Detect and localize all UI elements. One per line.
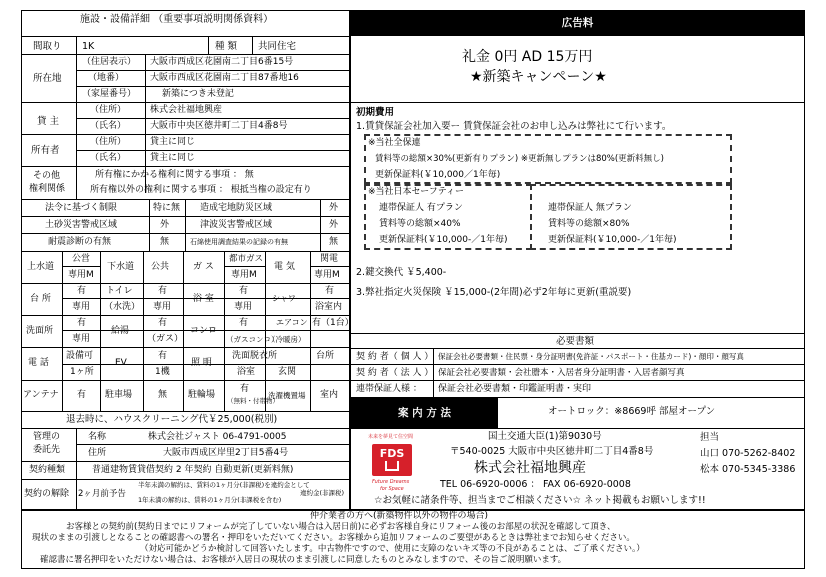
kanri-addr: 大阪市西成区岸里2丁目5番4号 <box>163 448 289 458</box>
ev-ari: 有 <box>158 351 168 361</box>
shower-label: シャワー <box>272 294 304 303</box>
parking-label: 駐車場 <box>105 390 133 400</box>
taishin-value: 無 <box>160 237 170 247</box>
hitsuyou-title: 必要書類 <box>556 336 595 347</box>
owner-name-label: （氏名） <box>90 153 127 163</box>
kashu-label: 貸 主 <box>37 116 60 127</box>
washer-label: 洗濯機置場 <box>268 391 306 400</box>
other-label-2: 権利関係 <box>29 184 66 194</box>
logo-sub-1: Future Dreams <box>372 479 410 485</box>
parking-value: 無 <box>158 390 168 400</box>
denwa-setsubi: 設備可 <box>66 351 94 361</box>
shoki-line-1: 1.賃貸保証会社加入要ー 賃貸保証会社のお申し込みは弊社にて行います。 <box>356 121 672 132</box>
rentai-value: 保証会社必要書類・印鑑証明書・実印 <box>438 384 592 394</box>
ishiwata-label: 石綿使用調査結果の記録の有無 <box>190 238 288 246</box>
kyutou-label: 給湯 <box>111 326 130 336</box>
dosha-value: 外 <box>160 220 170 230</box>
ad-fee-line-2: ★新築キャンペーン★ <box>470 69 607 85</box>
shubetsu-value: 共同住宅 <box>258 41 297 52</box>
konro-type: （ガスコンロ） <box>226 335 279 344</box>
nihon-a-renewal: 更新保証料(￥10,000-／1年毎) <box>379 235 508 245</box>
denki-senyou: 専用M <box>314 270 340 280</box>
denwa-label: 電 話 <box>28 358 49 368</box>
hourei-label: 法令に基づく制限 <box>45 203 118 213</box>
tantou-1: 山口 070-5262-8402 <box>700 448 796 459</box>
gas-type: 都市ガス <box>229 254 264 264</box>
toilet-ari: 有 <box>158 286 168 296</box>
contact-note: ☆お気軽に諸条件等、担当までご相談ください☆ ネット掲載もお願いします!! <box>374 495 706 506</box>
taishin-label: 耐震診断の有無 <box>48 237 112 247</box>
ev-count: 1機 <box>155 367 170 377</box>
kashu-name-label: （氏名） <box>90 121 127 131</box>
chiban-label: （地番） <box>88 73 125 83</box>
nihon-b-renewal: 更新保証料(￥10,000-／1年毎) <box>548 235 677 245</box>
bike-ari: 有 <box>240 384 250 394</box>
license-number: 国土交通大臣(1)第9030号 <box>488 431 602 442</box>
tantou-2: 松本 070-5345-3386 <box>700 464 796 475</box>
senmen-ari: 有 <box>77 318 87 328</box>
ev-label: EV <box>115 358 127 368</box>
toilet-label: トイレ <box>106 286 133 296</box>
josuido-label: 上水道 <box>27 262 55 272</box>
aircon-value: 有（1台） <box>312 318 354 328</box>
bath-label: 浴 室 <box>193 294 214 304</box>
houjin-label: 契 約 者（ 法 人 ） <box>356 368 434 378</box>
logo-sub-2: for Space <box>380 486 404 492</box>
jukyo-value: 大阪市西成区花園南二丁目6番15号 <box>150 57 294 67</box>
logo-tagline: 未来を夢見て住空間 <box>368 434 414 440</box>
company-name: 株式会社福地興産 <box>474 460 586 476</box>
footer-line-4: 確認書に署名押印をいただけない場合は、お客様が入居日の現状のまま引渡しに同意したものとみなしますので、その旨ご説明願います。 <box>40 555 567 565</box>
ishiwata-value: 無 <box>329 237 339 247</box>
footer-line-2: 現状のままの引渡しとなることの確認書への署名・押印をいただいてください。お客様から追加リフォームのご要望があるときは弊社までお知らせください。 <box>32 533 635 543</box>
hourei-value: 特に無 <box>153 203 181 213</box>
senmen-label: 洗面所 <box>26 326 54 336</box>
madori-label: 間取り <box>33 41 62 52</box>
shower-location: 浴室内 <box>315 302 343 312</box>
footer-line-3: （対応可能かどうか検討して回答いたします。中古物件ですので、使用に支障のないキズ等の不良があることは、ご了承ください。） <box>140 544 645 554</box>
shoki-title: 初期費用 <box>356 107 395 118</box>
kitchen-senyou: 専用 <box>72 302 91 312</box>
konro-label: コンロ <box>190 326 218 336</box>
denki-provider: 関電 <box>320 254 339 264</box>
senmen-senyou: 専用 <box>72 334 91 344</box>
shoki-line-2: 2.鍵交換代 ￥5,400- <box>356 267 447 278</box>
kanri-name-label: 名称 <box>88 432 107 442</box>
antenna-ari: 有 <box>77 390 87 400</box>
washer-value: 室内 <box>320 390 339 400</box>
logo-house-icon <box>385 461 399 471</box>
tsunami-value: 外 <box>329 220 339 230</box>
kashu-addr-label: （住所） <box>90 105 127 115</box>
kaoku-value: 新築につき未登記 <box>162 89 234 99</box>
kaiyaku-line-1: 半年未満の解約は、賃料の1ヶ月分(非課税)を違約金として <box>138 481 310 489</box>
chiban-value: 大阪市西成区花園南二丁目87番地16 <box>150 73 299 83</box>
kanri-addr-label: 住所 <box>88 448 107 458</box>
nihon-a-plan: 連帯保証人 有プラン <box>379 203 463 213</box>
kaiyaku-note: 2ヶ月前予告 <box>78 489 126 499</box>
owner-label: 所有者 <box>31 145 60 156</box>
company-address: 〒540-0025 大阪市中央区徳井町二丁目4番8号 <box>450 446 654 457</box>
antenna-label: アンテナ <box>23 390 59 400</box>
nihon-a-rate: 賃料等の総額×40% <box>379 219 461 229</box>
zosei-label: 造成宅地防災区域 <box>200 203 273 213</box>
shoumei-entrance: 玄関 <box>278 367 297 377</box>
kyutou-ari: 有 <box>158 318 168 328</box>
kaiyaku-label: 契約の解除 <box>24 489 70 499</box>
kyutou-gas: （ガス） <box>147 334 184 344</box>
nihon-safety-title: ※当社日本セーフティー <box>368 187 465 197</box>
bath-senyou: 専用 <box>234 302 253 312</box>
footer-line-1: お客様との契約前(契約日までにリフォームが完了していない場合は入居日前)に必ずお客様自身にリフォーム後のお部屋の状況を確認して頂き、 <box>66 522 616 532</box>
aircon-label: エアコン <box>276 318 308 327</box>
toilet-suisen: （水洗） <box>104 302 141 312</box>
owner-addr-label: （住所） <box>90 137 127 147</box>
kitchen-label: 台 所 <box>30 294 51 304</box>
denwa-count: 1ヶ所 <box>70 367 94 377</box>
kashu-name: 大阪市中央区徳井町二丁目4番8号 <box>150 121 288 131</box>
gesuido-label: 下水道 <box>107 262 135 272</box>
bike-note: （無料・付帯物） <box>227 397 279 405</box>
kojin-label: 契 約 者（ 個 人 ） <box>356 352 434 362</box>
other-label-1: その他 <box>33 171 61 181</box>
zenhoren-line-1: 賃料等の総額×30%(更新有りプラン) ※更新無しプランは80%(更新料無し) <box>375 154 664 164</box>
shozaichi-label: 所在地 <box>33 73 62 84</box>
kaoku-label: （家屋番号） <box>82 89 137 99</box>
kaiyaku-tail: 違約金(非課税) <box>300 489 345 497</box>
gesuido-value: 公共 <box>151 262 170 272</box>
josuido-senyou: 専用M <box>68 270 94 280</box>
nihon-b-plan: 連帯保証人 無プラン <box>548 203 632 213</box>
toilet-senyou: 専用 <box>153 302 172 312</box>
other-line-2: 所有権以外の権利に関する事項 ： 根抵当権の設定有り <box>90 185 312 195</box>
shoumei-label: 照 明 <box>191 358 212 368</box>
tsunami-label: 津波災害警戒区域 <box>200 220 273 230</box>
bike-label: 駐輪場 <box>188 390 216 400</box>
rentai-label: 連帯保証人様 ： <box>356 384 422 394</box>
dosha-label: 土砂災害警戒区域 <box>45 220 118 230</box>
gas-label: ガ ス <box>193 262 214 272</box>
zenhoren-line-2: 更新保証料(￥10,000／1年毎) <box>375 170 501 180</box>
owner-addr: 貸主に同じ <box>150 137 196 147</box>
gas-senyou: 専用M <box>231 270 257 280</box>
ad-fee-header: 広告料 <box>351 11 804 36</box>
shubetsu-label: 種 類 <box>215 41 238 52</box>
owner-name: 貸主に同じ <box>150 153 196 163</box>
tantou-label: 担当 <box>700 432 720 443</box>
kitchen-ari: 有 <box>77 286 87 296</box>
shoumei-bath: 浴室 <box>237 367 256 377</box>
kojin-value: 保証会社必要書類・住民票・身分証明書(免許証・パスポート・住基カード)・顔印・顔写真 <box>438 352 744 361</box>
kanri-label-2: 委託先 <box>33 445 61 455</box>
madori-value: 1K <box>82 41 95 52</box>
denki-label: 電 気 <box>274 262 295 272</box>
cleaning-fee: 退去時に、ハウスクリーニング代￥25,000(税別) <box>66 414 278 425</box>
ad-fee-line-1: 礼金 0円 AD 15万円 <box>462 49 593 65</box>
aircon-type: （冷暖房） <box>268 335 306 344</box>
keiyaku-value: 普通建物賃貸借契約 2 年契約 自動更新(更新料無) <box>92 465 294 475</box>
logo-text: FDS <box>379 447 405 460</box>
shoumei-senmen: 洗面脱衣所 <box>232 351 278 361</box>
other-line-1: 所有権にかかる権利に関する事項 ： 無 <box>95 170 254 180</box>
kanri-label-1: 管理の <box>33 432 61 442</box>
kanri-name: 株式会社ジャスト 06-4791-0005 <box>148 432 287 442</box>
jukyo-label: （住居表示） <box>82 57 137 67</box>
zosei-value: 外 <box>329 203 339 213</box>
company-tel-fax: TEL 06-6920-0006 ： FAX 06-6920-0008 <box>440 479 631 490</box>
annai-value: オートロック：※8669呼 部屋オープン <box>548 406 716 417</box>
shoki-line-3: 3.弊社指定火災保険 ￥15,000-(2年間)必ず2年毎に更新(重説要) <box>356 287 632 298</box>
shower-ari: 有 <box>325 286 335 296</box>
konro-ari: 有 <box>239 318 249 328</box>
annai-header: 案 内 方 法 <box>351 398 498 428</box>
kashu-addr: 株式会社福地興産 <box>150 105 223 115</box>
keiyaku-label: 契約種類 <box>29 465 66 475</box>
kaiyaku-line-2: 1年未満の解約は、賃料の1ヶ月分(非課税を含む) <box>138 496 282 504</box>
left-title: 施設・設備詳細 （重要事項説明関係資料） <box>80 14 274 25</box>
fds-logo-icon <box>372 444 412 476</box>
nihon-b-rate: 賃料等の総額×80% <box>548 219 630 229</box>
zenhoren-title: ※当社全保連 <box>368 138 421 148</box>
houjin-value: 保証会社必要書類・会社謄本・入居者身分証明書・入居者顔写真 <box>438 368 685 378</box>
bath-ari: 有 <box>239 286 249 296</box>
shoumei-kitchen: 台所 <box>316 351 335 361</box>
footer-title: 仲介業者の方へ(新築物件以外の物件の場合) <box>310 511 489 521</box>
josuido-kouei: 公営 <box>72 254 91 264</box>
